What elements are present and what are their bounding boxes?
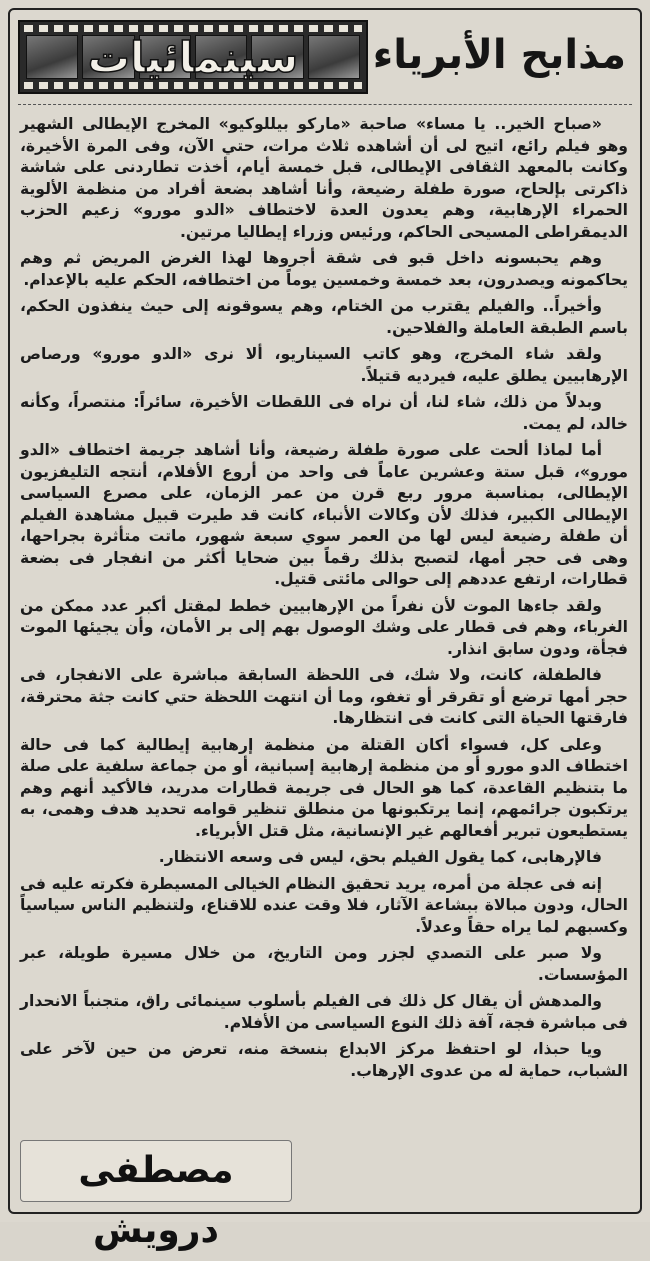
paragraph: ولقد جاءها الموت لأن نفراً من الإرهابيين خطط لمقتل أكبر عدد ممكن من الغرباء، وهم فى قطار على وشك الوصول بهم إلى بر الأمان، وأن يجيئها الموت فجأة، ودون سابق انذار. [20, 596, 628, 658]
paragraph: ولا صبر على التصدي لجزر ومن التاريخ، من خلال مسيرة طويلة، عبر المؤسسات. [20, 944, 628, 984]
paragraph: وأخيراً.. والفيلم يقترب من الختام، وهم يسوقونه إلى حيث ينفذون الحكم، باسم الطبقة العاملة والفلاحين. [20, 297, 628, 337]
paragraph: «صباح الخير.. يا مساء» صاحبة «ماركو بيللوكيو» المخرج الإيطالى الشهير وهو فيلم رائع، اتيح لى أن أشاهده ثلاث مرات، حتي الآن، وفى المرة الأخيرة، وكانت بالمعهد الثقافى الإيطالى، قبل خمسة أيام، أخذت تطاردنى على شاشة ذاكرتى بإلحاح، صورة طفلة رضيعة، وأنا أشاهد بضعة أفراد من منظمة الألوية الحمراء الإرهابية، وهم يعدون العدة لاختطاف «الدو مورو» زعيم الحزب الديمقراطى المسيحى الحاكم، ورئيس وزراء إيطاليا مرتين. [20, 115, 628, 241]
paragraph: ولقد شاء المخرج، وهو كاتب السيناريو، ألا نرى «الدو مورو» ورصاص الإرهابيين يطلق عليه، فيرديه قتيلاً. [20, 345, 628, 385]
paragraph: إنه فى عجلة من أمره، يريد تحقيق النظام الخيالى المسيطرة فكرته عليه فى الحال، ودون مبالاة ببشاعة الآثار، فلا وقت عنده للاقناع، ولتنظيم الناس سياسياً وكسبهم لما يراه حقاً وعدلاً. [20, 874, 628, 936]
paragraph: وعلى كل، فسواء أكان القتلة من منظمة إرهابية إيطالية كما فى حالة اختطاف الدو مورو أو من منظمة إرهابية إسبانية، أو من جماعة سلفية على صلة ما بتنظيم القاعدة، كما هو الحال فى جريمة قطارات مدريد، فالأكيد أنهم وهم يرتكبون جرائمهم، إنما يرتكبونها من منطلق تنظير قوامه تحديد هدف وهمى، به يستطيعون تبرير أفعالهم غير الإنسانية، مثل قتل الأبرياء. [20, 735, 628, 840]
paragraph: وبدلاً من ذلك، شاء لنا، أن نراه فى اللقطات الأخيرة، سائراً: منتصراً، وكأنه خالد، لم يمت. [20, 393, 628, 433]
header-divider [18, 104, 632, 105]
article-title: مذابح الأبرياء [372, 32, 626, 78]
paragraph: والمدهش أن يقال كل ذلك فى الفيلم بأسلوب سينمائى راق، متجنباً الانحدار فى مباشرة فجة، آفة ذلك النوع السياسى من الأفلام. [20, 992, 628, 1032]
paragraph: وهم يحبسونه داخل قبو فى شقة أجروها لهذا الغرض المريض ثم وهم يحاكمونه ويصدرون، بعد خمسة وخمسين يوماً من اختطافه، الحكم عليه بالإعدام. [20, 249, 628, 289]
paragraph: ويا حبذا، لو احتفظ مركز الابداع بنسخة منه، تعرض من حين لآخر على الشباب، حماية له من عدوى الإرهاب. [20, 1040, 628, 1080]
paragraph: فالإرهابى، كما يقول الفيلم بحق، ليس فى وسعه الانتظار. [158, 848, 602, 866]
article-body [20, 114, 628, 1087]
section-logo-text: سينمائيات [87, 32, 299, 82]
paragraph: فالطفلة، كانت، ولا شك، فى اللحظة السابقة مباشرة على الانفجار، فى حجر أمها ترضع أو تقرقر أو تغفو، وما أن انتهت اللحظة حتي كانت جثة محترقة، فارقتها الحياة التى كانت فى انتظارها. [20, 666, 628, 727]
paragraph: أما لماذا ألحت على صورة طفلة رضيعة، وأنا أشاهد جريمة اختطاف «الدو مورو»، قبل ستة وعشرين عاماً فى واحد من أروع الأفلام، أنتجه التليفزيون الإيطالى، بمناسبة مرور ربع قرن من عمر الزمان، على مصرع السياسى الإيطالى الكبير، فذلك لأن وكالات الأنباء، كانت قد طيرت قبيل مشاهدة الفيلم أن طفلة رضيعة ليس لها من العمر سوي سبعة شهور، ماتت متأثرة بجراحها، وهى فى حجر أمها، لتصبح بذلك رقماً بين ضحايا أكثر من انفجار فى بضعة قطارات، ارتفع عددهم إلى حوالى مائتى قتيل. [20, 441, 628, 588]
header [18, 14, 632, 100]
author-signature: مصطفى درويش [20, 1140, 292, 1202]
